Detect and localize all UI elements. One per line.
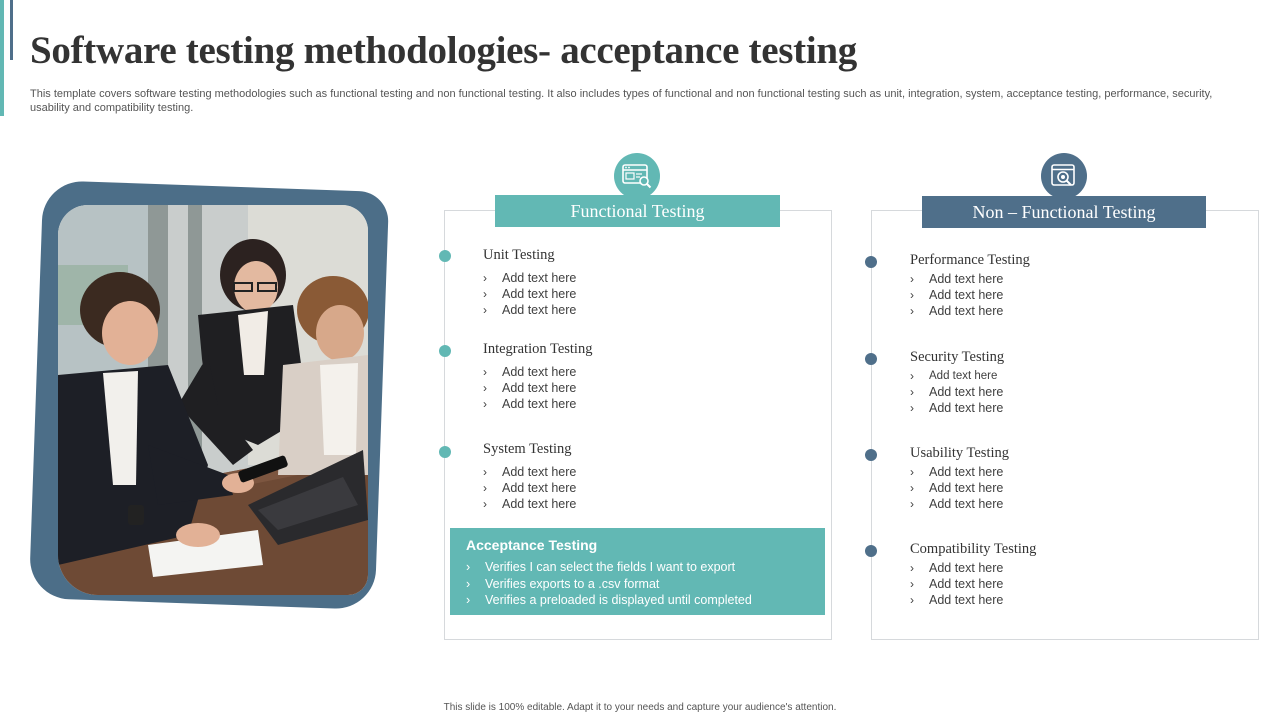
chevron-right-icon: › — [483, 365, 487, 379]
integration-testing-dot — [439, 345, 451, 357]
accent-bar-secondary — [10, 0, 13, 60]
list-item — [483, 464, 576, 480]
system-testing-title: System Testing — [483, 441, 572, 457]
list-item — [910, 303, 1003, 319]
item-text: Add text here — [502, 481, 577, 495]
acceptance-testing-box — [450, 528, 825, 615]
chevron-right-icon: › — [483, 287, 487, 301]
chevron-right-icon: › — [466, 560, 471, 574]
chevron-right-icon: › — [910, 385, 914, 399]
list-item — [910, 271, 1003, 287]
chevron-right-icon: › — [910, 593, 914, 607]
performance-testing-dot — [865, 256, 877, 268]
unit-testing-list — [483, 270, 576, 318]
integration-testing-list — [483, 364, 576, 412]
item-text: Add text here — [929, 561, 1004, 575]
chevron-right-icon: › — [910, 577, 914, 591]
list-item — [910, 464, 1003, 480]
item-text: Add text here — [929, 481, 1004, 495]
list-item — [910, 368, 1003, 384]
team-meeting-illustration — [58, 205, 368, 595]
item-text: Add text here — [929, 370, 998, 382]
slide-footer: This slide is 100% editable. Adapt it to your needs and capture your audience's attention. — [443, 702, 837, 713]
list-item — [483, 364, 576, 380]
chevron-right-icon: › — [483, 381, 487, 395]
chevron-right-icon: › — [910, 288, 914, 302]
acceptance-testing-title: Acceptance Testing — [466, 537, 598, 553]
security-testing-dot — [865, 353, 877, 365]
item-text: Add text here — [502, 303, 577, 317]
chevron-right-icon: › — [910, 497, 914, 511]
list-item — [910, 400, 1003, 416]
item-text: Add text here — [929, 288, 1004, 302]
item-text: Add text here — [502, 287, 577, 301]
item-text: Add text here — [929, 465, 1004, 479]
list-item — [910, 592, 1003, 608]
chevron-right-icon: › — [483, 397, 487, 411]
unit-testing-title: Unit Testing — [483, 247, 555, 263]
item-text: Add text here — [502, 465, 577, 479]
item-text: Add text here — [929, 272, 1004, 286]
chevron-right-icon: › — [483, 271, 487, 285]
system-testing-list — [483, 464, 576, 512]
list-item — [910, 287, 1003, 303]
item-text: Add text here — [929, 497, 1004, 511]
security-testing-title: Security Testing — [910, 349, 1005, 365]
chevron-right-icon: › — [466, 593, 471, 607]
list-item — [466, 592, 752, 609]
item-text: Add text here — [929, 385, 1004, 399]
team-meeting-photo — [58, 205, 368, 595]
item-text: Add text here — [502, 381, 577, 395]
slide-subtitle: This template covers software testing methodologies such as functional testing and non functional testing. It also includes types of functional and non functional testing such as unit, integration, system, acceptance testing, performance, security, usability and compatibility testing. — [30, 88, 1213, 114]
chevron-right-icon: › — [910, 369, 914, 383]
chevron-right-icon: › — [910, 481, 914, 495]
list-item — [483, 496, 576, 512]
non-functional-icon-badge — [1041, 153, 1087, 199]
item-text: Add text here — [929, 304, 1004, 318]
chevron-right-icon: › — [910, 465, 914, 479]
chevron-right-icon: › — [483, 497, 487, 511]
list-item — [910, 496, 1003, 512]
chevron-right-icon: › — [910, 561, 914, 575]
item-text: Add text here — [929, 593, 1004, 607]
compatibility-testing-title: Compatibility Testing — [910, 541, 1037, 557]
list-item — [910, 560, 1003, 576]
list-item — [466, 576, 752, 593]
usability-testing-title: Usability Testing — [910, 445, 1010, 461]
search-document-icon — [1050, 163, 1078, 189]
chevron-right-icon: › — [910, 272, 914, 286]
system-testing-dot — [439, 446, 451, 458]
item-text: Add text here — [929, 577, 1004, 591]
accent-bar — [0, 0, 4, 116]
slide-title: Software testing methodologies- acceptance testing — [30, 29, 857, 72]
list-item — [483, 480, 576, 496]
acceptance-testing-list — [466, 559, 752, 609]
chevron-right-icon: › — [466, 576, 471, 591]
browser-search-icon — [622, 163, 652, 189]
list-item — [910, 384, 1003, 400]
functional-icon-badge — [614, 153, 660, 199]
item-text: Add text here — [502, 497, 577, 511]
compatibility-testing-list — [910, 560, 1003, 608]
list-item — [483, 302, 576, 318]
chevron-right-icon: › — [483, 481, 487, 495]
item-text: Add text here — [502, 271, 577, 285]
item-text: Add text here — [502, 365, 577, 379]
list-item — [483, 380, 576, 396]
unit-testing-dot — [439, 250, 451, 262]
list-item — [483, 396, 576, 412]
chevron-right-icon: › — [483, 465, 487, 479]
item-text: Verifies I can select the fields I want to export — [485, 560, 736, 574]
chevron-right-icon: › — [910, 401, 914, 415]
item-text: Verifies a preloaded is displayed until completed — [485, 593, 752, 607]
list-item — [466, 559, 752, 576]
security-testing-list — [910, 368, 1003, 416]
performance-testing-list — [910, 271, 1003, 319]
item-text: Verifies exports to a .csv format — [485, 576, 660, 591]
usability-testing-dot — [865, 449, 877, 461]
item-text: Add text here — [502, 397, 577, 411]
item-text: Add text here — [929, 401, 1004, 415]
chevron-right-icon: › — [910, 304, 914, 318]
integration-testing-title: Integration Testing — [483, 341, 593, 357]
list-item — [910, 576, 1003, 592]
functional-testing-header: Functional Testing — [495, 195, 780, 227]
compatibility-testing-dot — [865, 545, 877, 557]
usability-testing-list — [910, 464, 1003, 512]
list-item — [483, 270, 576, 286]
list-item — [910, 480, 1003, 496]
chevron-right-icon: › — [483, 303, 487, 317]
non-functional-testing-header: Non – Functional Testing — [922, 196, 1206, 228]
list-item — [483, 286, 576, 302]
performance-testing-title: Performance Testing — [910, 252, 1030, 268]
